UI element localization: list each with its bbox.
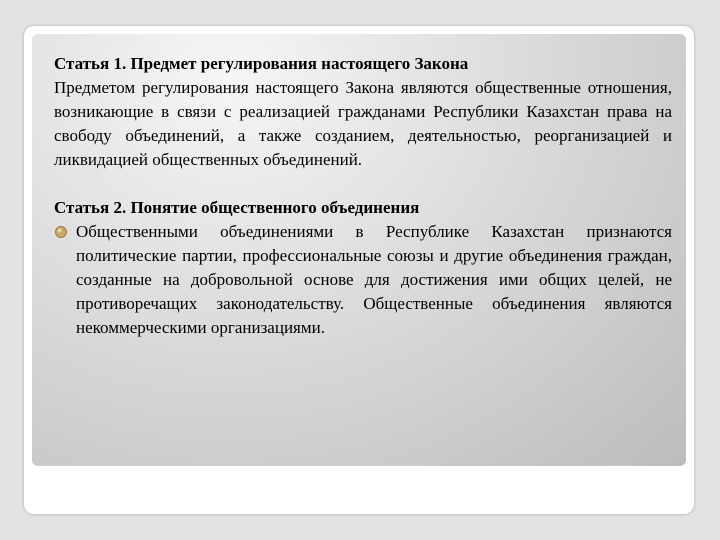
article1-text: Предметом регулирования настоящего Закона являются общественные отношения, возникающие в связи с реализацией гражданами Республики Казахстан права на свободу объединений, а также созданием, деятельностью, реорганизацией и ликвидацией общественных объединений. [54, 78, 672, 169]
article2-heading: Статья 2. Понятие общественного объединения [54, 198, 420, 217]
slide-frame [24, 26, 694, 514]
article1-heading: Статья 1. Предмет регулирования настоящего Закона [54, 54, 469, 73]
article2-bullet-text: Общественными объединениями в Республике Казахстан признаются политические партии, профессиональные союзы и другие объединения граждан, созданные на добровольной основе для достижения ими общих целей, не противоречащих законодательству. Общественные объединения являются некоммерческими организациями. [76, 222, 672, 337]
slide-content [54, 52, 672, 340]
spacer [54, 172, 672, 196]
content-panel [32, 34, 686, 466]
bullet-icon [54, 225, 68, 239]
bullet-item [54, 220, 672, 340]
